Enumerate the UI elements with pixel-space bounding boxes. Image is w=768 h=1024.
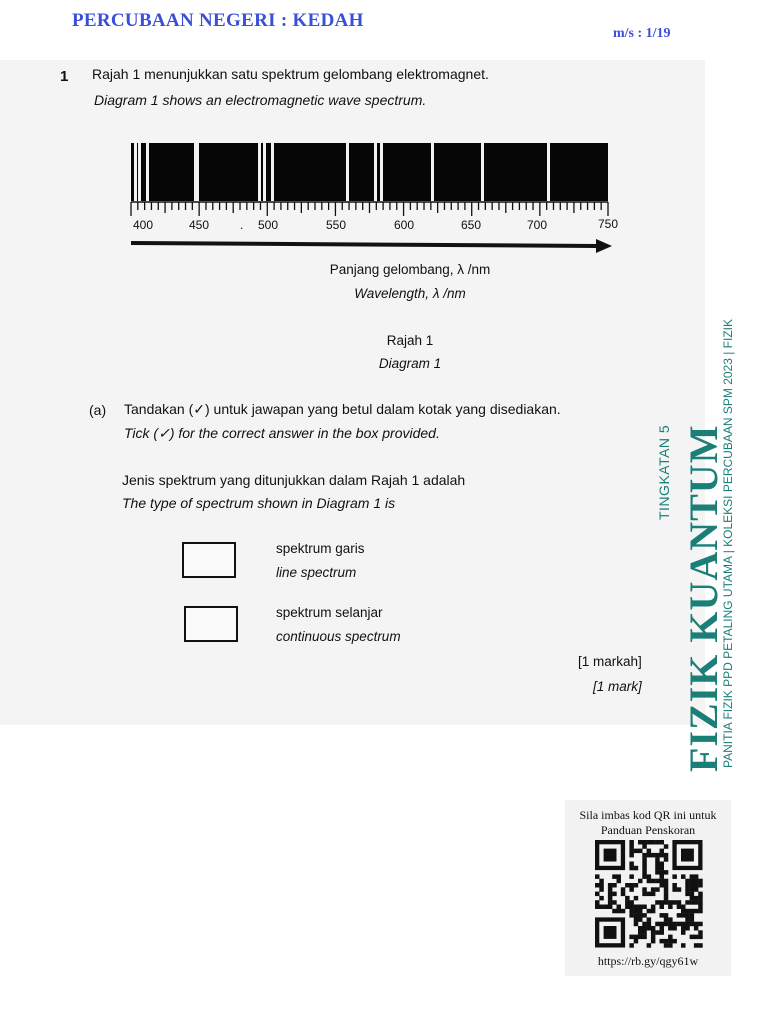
qr-module <box>660 874 665 879</box>
qr-module <box>647 840 652 845</box>
qr-module <box>595 883 600 888</box>
qr-instruction-line1: Sila imbas kod QR ini untuk <box>579 808 717 822</box>
qr-module <box>595 892 600 897</box>
qr-finder <box>681 849 694 862</box>
qr-module <box>672 874 677 879</box>
qr-module <box>634 905 639 910</box>
spectrum-line <box>258 143 261 201</box>
qr-module <box>647 922 652 927</box>
qr-module <box>685 922 690 927</box>
qr-module <box>655 900 660 905</box>
qr-module <box>698 935 703 940</box>
qr-module <box>672 883 677 888</box>
qr-module <box>608 887 613 892</box>
qr-module <box>608 892 613 897</box>
sidebar-brand-title: FIZIK KUANTUM <box>681 424 726 772</box>
scale-label: 500 <box>258 218 279 232</box>
question-text-english: Diagram 1 shows an electromagnetic wave spectrum. <box>94 92 427 108</box>
qr-module <box>685 900 690 905</box>
qr-module <box>629 853 634 858</box>
qr-module <box>647 943 652 948</box>
qr-module <box>595 874 600 879</box>
qr-module <box>638 935 643 940</box>
qr-module <box>694 879 699 884</box>
qr-module <box>664 922 669 927</box>
qr-module <box>642 905 647 910</box>
qr-module <box>660 900 665 905</box>
qr-module <box>651 853 656 858</box>
qr-module <box>638 840 643 845</box>
wavelength-scale <box>128 198 618 258</box>
qr-module <box>638 909 643 914</box>
qr-module <box>651 935 656 940</box>
qr-module <box>651 840 656 845</box>
spectrum-line <box>481 143 484 201</box>
qr-module <box>647 853 652 858</box>
qr-module <box>634 909 639 914</box>
qr-module <box>698 879 703 884</box>
sidebar-subtitle: PANITIA FIZIK PPD PETALING UTAMA | KOLEKSI PERCUBAAN SPM 2023 | FIZIK <box>721 318 735 768</box>
qr-module <box>685 926 690 931</box>
qr-module <box>672 900 677 905</box>
qr-module <box>681 943 686 948</box>
qr-module <box>647 917 652 922</box>
qr-module <box>599 883 604 888</box>
qr-instruction-line2: Panduan Penskoran <box>600 823 696 837</box>
qr-module <box>681 922 686 927</box>
qr-module <box>690 887 695 892</box>
qr-module <box>621 909 626 914</box>
qr-module <box>599 887 604 892</box>
qr-module <box>664 870 669 875</box>
qr-module <box>690 879 695 884</box>
qr-module <box>664 892 669 897</box>
qr-module <box>681 913 686 918</box>
scale-labels <box>133 217 618 232</box>
prompt-english: The type of spectrum shown in Diagram 1 is <box>122 495 396 511</box>
page-reference: m/s : 1/19 <box>613 26 671 41</box>
qr-module <box>660 879 665 884</box>
qr-module <box>638 926 643 931</box>
qr-module <box>664 913 669 918</box>
qr-module <box>668 900 673 905</box>
qr-module <box>685 887 690 892</box>
qr-module <box>690 917 695 922</box>
spectrum-line <box>374 143 377 201</box>
qr-module <box>604 905 609 910</box>
qr-module <box>668 917 673 922</box>
qr-module <box>629 883 634 888</box>
qr-module <box>655 853 660 858</box>
qr-module <box>672 922 677 927</box>
qr-module <box>642 857 647 862</box>
qr-module <box>647 849 652 854</box>
wavelength-arrow-shaft <box>131 243 598 246</box>
qr-module <box>599 896 604 901</box>
qr-module <box>651 930 656 935</box>
qr-module <box>629 866 634 871</box>
qr-module <box>655 862 660 867</box>
qr-module <box>638 917 643 922</box>
qr-module <box>642 887 647 892</box>
qr-module <box>612 883 617 888</box>
qr-module <box>617 905 622 910</box>
marks-malay: [1 markah] <box>578 654 642 669</box>
qr-module <box>660 849 665 854</box>
qr-module <box>647 926 652 931</box>
qr-module <box>629 844 634 849</box>
part-a-label: (a) <box>89 402 107 418</box>
qr-module <box>664 883 669 888</box>
qr-module <box>617 909 622 914</box>
qr-module <box>634 939 639 944</box>
qr-module <box>655 922 660 927</box>
qr-module <box>634 935 639 940</box>
qr-module <box>629 900 634 905</box>
qr-module <box>690 892 695 897</box>
qr-module <box>677 887 682 892</box>
qr-module <box>694 926 699 931</box>
scale-ticks <box>131 202 608 216</box>
instruction-malay: Tandakan (✓) untuk jawapan yang betul dalam kotak yang disediakan. <box>124 401 561 417</box>
qr-module <box>694 900 699 905</box>
qr-module <box>629 909 634 914</box>
qr-module <box>629 840 634 845</box>
qr-module <box>681 930 686 935</box>
option-line-spectrum-english: line spectrum <box>276 565 357 580</box>
qr-module <box>690 922 695 927</box>
qr-module <box>655 879 660 884</box>
qr-module <box>638 913 643 918</box>
qr-finder <box>604 926 617 939</box>
qr-module <box>664 900 669 905</box>
continuous-spectrum-checkbox[interactable] <box>184 606 238 642</box>
sidebar-grade-label: TINGKATAN 5 <box>656 424 672 520</box>
spectrum-line <box>547 143 550 201</box>
qr-module <box>660 905 665 910</box>
qr-module <box>651 905 656 910</box>
qr-module <box>681 926 686 931</box>
qr-module <box>655 930 660 935</box>
qr-module <box>660 840 665 845</box>
qr-module <box>651 909 656 914</box>
qr-module <box>660 930 665 935</box>
qr-module <box>694 883 699 888</box>
qr-module <box>668 905 673 910</box>
qr-module <box>655 870 660 875</box>
qr-module <box>651 892 656 897</box>
qr-module <box>612 874 617 879</box>
qr-module <box>698 930 703 935</box>
qr-module <box>625 883 630 888</box>
qr-module <box>690 913 695 918</box>
marks-english: [1 mark] <box>593 679 642 694</box>
qr-module <box>629 935 634 940</box>
qr-module <box>677 913 682 918</box>
diagram-title-malay: Rajah 1 <box>386 333 434 348</box>
qr-module <box>690 874 695 879</box>
qr-module <box>698 896 703 901</box>
spectrum-line <box>380 143 383 201</box>
qr-module <box>634 883 639 888</box>
scale-label: 700 <box>527 218 548 232</box>
qr-module <box>595 900 600 905</box>
scale-label: 750 <box>598 217 619 231</box>
spectrum-line <box>346 143 349 201</box>
qr-module <box>698 909 703 914</box>
qr-module <box>647 874 652 879</box>
qr-module <box>681 874 686 879</box>
qr-module <box>651 879 656 884</box>
qr-module <box>698 922 703 927</box>
qr-module <box>660 922 665 927</box>
qr-module <box>629 913 634 918</box>
qr-module <box>629 862 634 867</box>
qr-module <box>655 840 660 845</box>
qr-module <box>638 930 643 935</box>
spectrum-line <box>134 143 137 201</box>
diagram-title-english: Diagram 1 <box>378 356 442 371</box>
qr-module <box>608 883 613 888</box>
qr-module <box>642 935 647 940</box>
qr-module <box>642 926 647 931</box>
qr-module <box>694 909 699 914</box>
qr-module <box>685 879 690 884</box>
qr-module <box>694 874 699 879</box>
qr-module <box>651 926 656 931</box>
scale-label: 600 <box>394 218 415 232</box>
qr-module <box>685 909 690 914</box>
qr-module <box>655 866 660 871</box>
qr-module <box>634 917 639 922</box>
qr-module <box>694 935 699 940</box>
qr-module <box>690 896 695 901</box>
qr-module <box>651 939 656 944</box>
qr-module <box>617 874 622 879</box>
qr-module <box>668 926 673 931</box>
qr-module <box>638 849 643 854</box>
qr-module <box>625 896 630 901</box>
qr-module <box>608 900 613 905</box>
header-title: PERCUBAAN NEGERI : KEDAH <box>72 10 364 31</box>
qr-module <box>694 922 699 927</box>
prompt-malay: Jenis spektrum yang ditunjukkan dalam Rajah 1 adalah <box>122 472 466 488</box>
scale-label: 450 <box>189 218 210 232</box>
qr-module <box>655 857 660 862</box>
qr-module <box>685 892 690 897</box>
qr-module <box>647 909 652 914</box>
qr-module <box>660 866 665 871</box>
qr-module <box>660 853 665 858</box>
spectrum-line <box>196 143 199 201</box>
qr-module <box>690 909 695 914</box>
qr-module <box>668 922 673 927</box>
qr-module <box>629 887 634 892</box>
qr-module <box>664 896 669 901</box>
qr-module <box>642 913 647 918</box>
qr-module <box>612 900 617 905</box>
qr-module <box>634 922 639 927</box>
spectrum-line <box>146 143 149 201</box>
qr-module <box>681 905 686 910</box>
qr-module <box>625 905 630 910</box>
option-continuous-spectrum-malay: spektrum selanjar <box>276 605 383 620</box>
qr-module <box>681 909 686 914</box>
qr-module <box>664 943 669 948</box>
qr-module <box>634 896 639 901</box>
option-continuous-spectrum-english: continuous spectrum <box>276 629 401 644</box>
qr-module <box>642 892 647 897</box>
qr-module <box>660 883 665 888</box>
qr-module <box>685 917 690 922</box>
qr-module <box>672 939 677 944</box>
qr-module <box>612 892 617 897</box>
qr-module <box>698 943 703 948</box>
qr-module <box>664 887 669 892</box>
qr-module <box>660 939 665 944</box>
qr-module <box>647 879 652 884</box>
qr-module <box>664 844 669 849</box>
qr-module <box>694 943 699 948</box>
qr-module <box>698 900 703 905</box>
qr-module <box>668 935 673 940</box>
spectrum-line <box>431 143 434 201</box>
qr-module <box>642 840 647 845</box>
qr-module <box>617 879 622 884</box>
qr-module <box>642 853 647 858</box>
qr-module <box>629 905 634 910</box>
qr-module <box>621 887 626 892</box>
axis-label-english: Wavelength, λ /nm <box>354 286 466 301</box>
qr-module <box>638 879 643 884</box>
qr-module <box>608 905 613 910</box>
instruction-english: Tick (✓) for the correct answer in the box provided. <box>124 425 440 441</box>
qr-module <box>629 874 634 879</box>
qr-module <box>690 883 695 888</box>
scale-label: . <box>240 218 244 232</box>
qr-module <box>672 887 677 892</box>
scale-label: 550 <box>326 218 347 232</box>
wavelength-arrow-head <box>596 239 612 253</box>
qr-module <box>599 879 604 884</box>
qr-module <box>621 892 626 897</box>
qr-module <box>634 913 639 918</box>
qr-module <box>690 935 695 940</box>
qr-module <box>599 905 604 910</box>
qr-finder <box>604 849 617 862</box>
qr-module <box>664 939 669 944</box>
line-spectrum-checkbox[interactable] <box>182 542 236 578</box>
question-text-malay: Rajah 1 menunjukkan satu spektrum gelombang elektromagnet. <box>92 66 489 82</box>
qr-url[interactable]: https://rb.gy/qgy61w <box>597 954 699 968</box>
question-number: 1 <box>60 68 69 85</box>
qr-module <box>612 909 617 914</box>
qr-module <box>660 926 665 931</box>
spectrum-line <box>263 143 266 201</box>
qr-module <box>694 896 699 901</box>
qr-module <box>647 892 652 897</box>
qr-module <box>595 905 600 910</box>
scale-label: 650 <box>461 218 482 232</box>
qr-module <box>660 870 665 875</box>
qr-code-icon[interactable] <box>595 840 708 948</box>
scale-label: 400 <box>133 218 154 232</box>
qr-module <box>668 939 673 944</box>
spectrum-line <box>138 143 141 201</box>
qr-module <box>677 922 682 927</box>
qr-module <box>664 879 669 884</box>
qr-module <box>694 887 699 892</box>
qr-module <box>642 862 647 867</box>
qr-module <box>625 900 630 905</box>
qr-module <box>608 896 613 901</box>
qr-module <box>685 913 690 918</box>
qr-module <box>664 853 669 858</box>
option-line-spectrum-malay: spektrum garis <box>276 541 365 556</box>
qr-module <box>672 926 677 931</box>
qr-module <box>698 905 703 910</box>
qr-module <box>634 849 639 854</box>
qr-module <box>660 913 665 918</box>
qr-module <box>642 930 647 935</box>
qr-module <box>660 862 665 867</box>
qr-module <box>642 870 647 875</box>
qr-module <box>685 883 690 888</box>
qr-module <box>651 887 656 892</box>
qr-module <box>664 857 669 862</box>
qr-module <box>642 844 647 849</box>
qr-module <box>664 917 669 922</box>
spectrum-line <box>271 143 274 201</box>
qr-module <box>698 892 703 897</box>
qr-module <box>698 883 703 888</box>
qr-module <box>629 943 634 948</box>
qr-module <box>642 922 647 927</box>
qr-module <box>677 900 682 905</box>
qr-module <box>638 905 643 910</box>
qr-module <box>655 887 660 892</box>
qr-module <box>690 900 695 905</box>
qr-module <box>677 905 682 910</box>
spectrum-diagram <box>131 143 608 201</box>
qr-module <box>642 866 647 871</box>
axis-label-malay: Panjang gelombang, λ /nm <box>329 262 491 277</box>
qr-module <box>634 866 639 871</box>
qr-module <box>668 943 673 948</box>
qr-module <box>629 849 634 854</box>
qr-module <box>642 874 647 879</box>
